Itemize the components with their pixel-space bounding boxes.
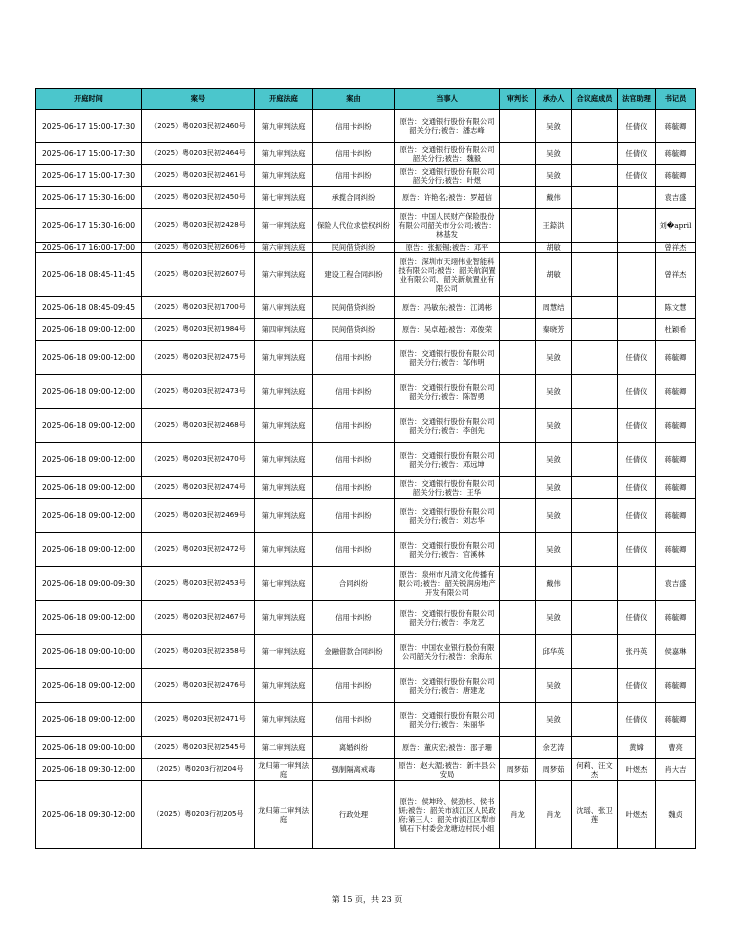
clerk-cell: 蒋毓卿	[656, 533, 696, 567]
court-cell: 第二审判法庭	[255, 737, 313, 759]
cause-cell: 信用卡纠纷	[313, 443, 395, 477]
presiding-judge-cell	[500, 253, 536, 297]
assistant-cell	[618, 567, 656, 601]
court-cell: 第九审判法庭	[255, 601, 313, 635]
court-cell: 第九审判法庭	[255, 533, 313, 567]
parties-cell: 原告：许艳名;被告：罗超信	[395, 187, 500, 209]
table-row	[36, 297, 696, 319]
case-number-cell: （2025）粤0203民初2470号	[142, 443, 255, 477]
time-cell: 2025-06-18 09:00-12:00	[36, 533, 142, 567]
assistant-cell: 任倩仪	[618, 143, 656, 165]
parties-cell: 原告：交通银行股份有限公司韶关分行;被告：陈智勇	[395, 375, 500, 409]
handler-cell: 吴敛	[536, 110, 572, 143]
handler-cell: 吴敛	[536, 341, 572, 375]
parties-cell: 原告：交通银行股份有限公司韶关分行;被告：叶煜	[395, 165, 500, 187]
table-row	[36, 143, 696, 165]
presiding-judge-cell	[500, 635, 536, 669]
cause-cell: 强制隔离戒毒	[313, 759, 395, 781]
parties-cell: 原告：交通银行股份有限公司韶关分行;被告：李龙艺	[395, 601, 500, 635]
court-cell: 第九审判法庭	[255, 143, 313, 165]
time-cell: 2025-06-18 09:00-10:00	[36, 737, 142, 759]
presiding-judge-cell	[500, 341, 536, 375]
assistant-cell: 任倩仪	[618, 375, 656, 409]
handler-cell: 周慧结	[536, 297, 572, 319]
time-cell: 2025-06-17 15:00-17:30	[36, 165, 142, 187]
clerk-cell: 杜颖希	[656, 319, 696, 341]
clerk-cell: 魏贞	[656, 781, 696, 849]
handler-cell: 吴敛	[536, 143, 572, 165]
panel-cell	[572, 443, 618, 477]
case-number-cell: （2025）粤0203民初2607号	[142, 253, 255, 297]
court-cell: 第七审判法庭	[255, 187, 313, 209]
schedule-table	[35, 88, 696, 849]
parties-cell: 原告：中国农业银行股份有限公司韶关分行;被告：余海东	[395, 635, 500, 669]
case-number-cell: （2025）粤0203民初2471号	[142, 703, 255, 737]
handler-cell: 吴敛	[536, 477, 572, 499]
case-number-cell: （2025）粤0203民初2469号	[142, 499, 255, 533]
presiding-judge-cell	[500, 601, 536, 635]
table-row	[36, 737, 696, 759]
time-cell: 2025-06-18 09:00-12:00	[36, 477, 142, 499]
parties-cell: 原告：中国人民财产保险股份有限公司韶关市分公司;被告：林基发	[395, 209, 500, 243]
case-number-cell: （2025）粤0203民初2358号	[142, 635, 255, 669]
clerk-cell: 肖大吉	[656, 759, 696, 781]
panel-cell	[572, 165, 618, 187]
court-cell: 第七审判法庭	[255, 567, 313, 601]
header-cause: 案由	[313, 89, 395, 110]
presiding-judge-cell	[500, 533, 536, 567]
table-row	[36, 669, 696, 703]
panel-cell	[572, 499, 618, 533]
handler-cell: 戴伟	[536, 187, 572, 209]
time-cell: 2025-06-18 09:00-12:00	[36, 319, 142, 341]
cause-cell: 保险人代位求偿权纠纷	[313, 209, 395, 243]
case-number-cell: （2025）粤0203民初1700号	[142, 297, 255, 319]
handler-cell: 吴敛	[536, 375, 572, 409]
presiding-judge-cell	[500, 209, 536, 243]
page-footer: 第 15 页，共 23 页	[331, 895, 403, 904]
case-number-cell: （2025）粤0203行初205号	[142, 781, 255, 849]
time-cell: 2025-06-18 09:30-12:00	[36, 781, 142, 849]
time-cell: 2025-06-18 09:00-09:30	[36, 567, 142, 601]
cause-cell: 信用卡纠纷	[313, 165, 395, 187]
time-cell: 2025-06-18 09:00-12:00	[36, 409, 142, 443]
clerk-cell: 陈文慧	[656, 297, 696, 319]
clerk-cell: 曾祥杰	[656, 243, 696, 253]
cause-cell: 信用卡纠纷	[313, 533, 395, 567]
case-number-cell: （2025）粤0203民初2474号	[142, 477, 255, 499]
header-court: 开庭法庭	[255, 89, 313, 110]
presiding-judge-cell	[500, 409, 536, 443]
cause-cell: 离婚纠纷	[313, 737, 395, 759]
panel-cell: 沈瑶、张卫莲	[572, 781, 618, 849]
header-panel: 合议庭成员	[572, 89, 618, 110]
handler-cell: 吴敛	[536, 703, 572, 737]
cause-cell: 建设工程合同纠纷	[313, 253, 395, 297]
court-cell: 第九审判法庭	[255, 409, 313, 443]
clerk-cell: 蒋毓卿	[656, 341, 696, 375]
panel-cell	[572, 187, 618, 209]
presiding-judge-cell	[500, 443, 536, 477]
assistant-cell: 任倩仪	[618, 533, 656, 567]
table-row	[36, 409, 696, 443]
clerk-cell: 蒋毓卿	[656, 499, 696, 533]
handler-cell: 吴敛	[536, 165, 572, 187]
parties-cell: 原告：泉州市凡清文化传播有限公司;被告：韶关锐润房地产开发有限公司	[395, 567, 500, 601]
cause-cell: 信用卡纠纷	[313, 409, 395, 443]
presiding-judge-cell	[500, 375, 536, 409]
court-cell: 第九审判法庭	[255, 443, 313, 477]
court-cell: 第九审判法庭	[255, 669, 313, 703]
clerk-cell: 袁吉盛	[656, 567, 696, 601]
table-row	[36, 243, 696, 253]
case-number-cell: （2025）粤0203民初2468号	[142, 409, 255, 443]
clerk-cell: 蒋毓卿	[656, 703, 696, 737]
case-number-cell: （2025）粤0203行初204号	[142, 759, 255, 781]
handler-cell: 周梦茹	[536, 759, 572, 781]
handler-cell: 戴伟	[536, 567, 572, 601]
assistant-cell: 任倩仪	[618, 110, 656, 143]
parties-cell: 原告：交通银行股份有限公司韶关分行;被告：潘志峰	[395, 110, 500, 143]
header-row	[36, 89, 696, 110]
cause-cell: 信用卡纠纷	[313, 499, 395, 533]
case-number-cell: （2025）粤0203民初2467号	[142, 601, 255, 635]
parties-cell: 原告：侯坤玲、侯劲杉、侯书妍;被告：韶关市浈江区人民政府;第三人：韶关市浈江区犁市镇石下村委会龙塘边村民小组	[395, 781, 500, 849]
clerk-cell: 蒋毓卿	[656, 143, 696, 165]
assistant-cell: 任倩仪	[618, 341, 656, 375]
assistant-cell: 任倩仪	[618, 499, 656, 533]
panel-cell	[572, 737, 618, 759]
parties-cell: 原告：吴卓超;被告：邓俊荣	[395, 319, 500, 341]
presiding-judge-cell	[500, 737, 536, 759]
presiding-judge-cell	[500, 143, 536, 165]
case-number-cell: （2025）粤0203民初2464号	[142, 143, 255, 165]
table-row	[36, 187, 696, 209]
table-row	[36, 533, 696, 567]
presiding-judge-cell	[500, 243, 536, 253]
parties-cell: 原告：交通银行股份有限公司韶关分行;被告：刘志华	[395, 499, 500, 533]
court-cell: 第一审判法庭	[255, 209, 313, 243]
time-cell: 2025-06-18 09:00-12:00	[36, 499, 142, 533]
case-number-cell: （2025）粤0203民初2476号	[142, 669, 255, 703]
clerk-cell: 蒋毓卿	[656, 165, 696, 187]
case-number-cell: （2025）粤0203民初2460号	[142, 110, 255, 143]
handler-cell: 吴敛	[536, 443, 572, 477]
court-cell: 龙归第二审判法庭	[255, 781, 313, 849]
cause-cell: 承揽合同纠纷	[313, 187, 395, 209]
panel-cell	[572, 669, 618, 703]
clerk-cell: 蒋毓卿	[656, 110, 696, 143]
clerk-cell: 蒋毓卿	[656, 669, 696, 703]
case-number-cell: （2025）粤0203民初2428号	[142, 209, 255, 243]
cause-cell: 信用卡纠纷	[313, 477, 395, 499]
assistant-cell: 叶煜杰	[618, 759, 656, 781]
header-clerk: 书记员	[656, 89, 696, 110]
presiding-judge-cell	[500, 669, 536, 703]
assistant-cell	[618, 209, 656, 243]
clerk-cell: 蒋毓卿	[656, 443, 696, 477]
clerk-cell: 侯嘉琳	[656, 635, 696, 669]
cause-cell: 行政处理	[313, 781, 395, 849]
table-row	[36, 477, 696, 499]
cause-cell: 信用卡纠纷	[313, 601, 395, 635]
panel-cell	[572, 253, 618, 297]
table-row	[36, 209, 696, 243]
time-cell: 2025-06-18 08:45-11:45	[36, 253, 142, 297]
clerk-cell: 蒋毓卿	[656, 409, 696, 443]
court-cell: 第九审判法庭	[255, 110, 313, 143]
time-cell: 2025-06-18 09:00-12:00	[36, 375, 142, 409]
handler-cell: 吴敛	[536, 533, 572, 567]
header-assistant: 法官助理	[618, 89, 656, 110]
presiding-judge-cell	[500, 567, 536, 601]
cause-cell: 信用卡纠纷	[313, 669, 395, 703]
clerk-cell: 刘�april	[656, 209, 696, 243]
court-cell: 第九审判法庭	[255, 499, 313, 533]
handler-cell: 吴敛	[536, 499, 572, 533]
table-row	[36, 443, 696, 477]
handler-cell: 胡敏	[536, 243, 572, 253]
handler-cell: 王錼洪	[536, 209, 572, 243]
panel-cell	[572, 110, 618, 143]
case-number-cell: （2025）粤0203民初2472号	[142, 533, 255, 567]
cause-cell: 民间借贷纠纷	[313, 319, 395, 341]
assistant-cell	[618, 297, 656, 319]
cause-cell: 信用卡纠纷	[313, 375, 395, 409]
cause-cell: 金融借款合同纠纷	[313, 635, 395, 669]
panel-cell	[572, 533, 618, 567]
clerk-cell: 曹亮	[656, 737, 696, 759]
assistant-cell	[618, 187, 656, 209]
presiding-judge-cell: 肖龙	[500, 781, 536, 849]
clerk-cell: 蒋毓卿	[656, 477, 696, 499]
assistant-cell: 叶煜杰	[618, 781, 656, 849]
header-presiding-judge: 审判长	[500, 89, 536, 110]
panel-cell	[572, 243, 618, 253]
handler-cell: 邱华英	[536, 635, 572, 669]
table-row	[36, 499, 696, 533]
court-cell: 第六审判法庭	[255, 253, 313, 297]
presiding-judge-cell	[500, 319, 536, 341]
time-cell: 2025-06-18 09:00-12:00	[36, 703, 142, 737]
panel-cell	[572, 601, 618, 635]
table-row	[36, 781, 696, 849]
panel-cell	[572, 703, 618, 737]
cause-cell: 合同纠纷	[313, 567, 395, 601]
presiding-judge-cell: 周梦茹	[500, 759, 536, 781]
header-parties: 当事人	[395, 89, 500, 110]
panel-cell: 何莉、汪文杰	[572, 759, 618, 781]
panel-cell	[572, 477, 618, 499]
assistant-cell: 任倩仪	[618, 703, 656, 737]
case-number-cell: （2025）粤0203民初2453号	[142, 567, 255, 601]
handler-cell: 吴敛	[536, 669, 572, 703]
header-handler: 承办人	[536, 89, 572, 110]
assistant-cell	[618, 253, 656, 297]
court-cell: 第一审判法庭	[255, 635, 313, 669]
handler-cell: 肖龙	[536, 781, 572, 849]
handler-cell: 吴敛	[536, 601, 572, 635]
table-row	[36, 253, 696, 297]
clerk-cell: 袁吉盛	[656, 187, 696, 209]
presiding-judge-cell	[500, 165, 536, 187]
time-cell: 2025-06-18 09:00-12:00	[36, 443, 142, 477]
presiding-judge-cell	[500, 499, 536, 533]
clerk-cell: 蒋毓卿	[656, 375, 696, 409]
parties-cell: 原告：交通银行股份有限公司韶关分行;被告：王华	[395, 477, 500, 499]
panel-cell	[572, 319, 618, 341]
court-cell: 第八审判法庭	[255, 297, 313, 319]
assistant-cell: 任倩仪	[618, 409, 656, 443]
presiding-judge-cell	[500, 297, 536, 319]
case-number-cell: （2025）粤0203民初2450号	[142, 187, 255, 209]
assistant-cell: 任倩仪	[618, 165, 656, 187]
table-row	[36, 703, 696, 737]
assistant-cell	[618, 243, 656, 253]
court-cell: 第九审判法庭	[255, 341, 313, 375]
time-cell: 2025-06-18 09:00-12:00	[36, 601, 142, 635]
court-cell: 龙归第一审判法庭	[255, 759, 313, 781]
presiding-judge-cell	[500, 110, 536, 143]
table-row	[36, 635, 696, 669]
parties-cell: 原告：交通银行股份有限公司韶关分行;被告：邓远坤	[395, 443, 500, 477]
handler-cell: 胡敏	[536, 253, 572, 297]
table-row	[36, 341, 696, 375]
court-cell: 第四审判法庭	[255, 319, 313, 341]
parties-cell: 原告：交通银行股份有限公司韶关分行;被告：官溪林	[395, 533, 500, 567]
panel-cell	[572, 635, 618, 669]
panel-cell	[572, 567, 618, 601]
header-case-number: 案号	[142, 89, 255, 110]
case-number-cell: （2025）粤0203民初1984号	[142, 319, 255, 341]
assistant-cell: 黄嫦	[618, 737, 656, 759]
court-cell: 第九审判法庭	[255, 375, 313, 409]
handler-cell: 秦晓芳	[536, 319, 572, 341]
table-row	[36, 110, 696, 143]
case-number-cell: （2025）粤0203民初2606号	[142, 243, 255, 253]
assistant-cell	[618, 319, 656, 341]
time-cell: 2025-06-17 15:30-16:00	[36, 209, 142, 243]
parties-cell: 原告：交通银行股份有限公司韶关分行;被告：朱丽华	[395, 703, 500, 737]
court-cell: 第九审判法庭	[255, 477, 313, 499]
cause-cell: 信用卡纠纷	[313, 703, 395, 737]
panel-cell	[572, 143, 618, 165]
time-cell: 2025-06-17 16:00-17:00	[36, 243, 142, 253]
time-cell: 2025-06-18 09:00-12:00	[36, 341, 142, 375]
time-cell: 2025-06-18 09:30-12:00	[36, 759, 142, 781]
table-body	[36, 110, 696, 849]
clerk-cell: 蒋毓卿	[656, 601, 696, 635]
handler-cell: 吴敛	[536, 409, 572, 443]
parties-cell: 原告：交通银行股份有限公司韶关分行;被告：邹伟明	[395, 341, 500, 375]
time-cell: 2025-06-17 15:00-17:30	[36, 143, 142, 165]
table-row	[36, 601, 696, 635]
parties-cell: 原告：张振锡;被告：邓平	[395, 243, 500, 253]
court-cell: 第九审判法庭	[255, 165, 313, 187]
parties-cell: 原告：交通银行股份有限公司韶关分行;被告：李创先	[395, 409, 500, 443]
table-row	[36, 567, 696, 601]
handler-cell: 余艺涛	[536, 737, 572, 759]
panel-cell	[572, 209, 618, 243]
parties-cell: 原告：赵大湄;被告：新丰县公安局	[395, 759, 500, 781]
time-cell: 2025-06-18 08:45-09:45	[36, 297, 142, 319]
cause-cell: 民间借贷纠纷	[313, 297, 395, 319]
time-cell: 2025-06-17 15:00-17:30	[36, 110, 142, 143]
case-number-cell: （2025）粤0203民初2475号	[142, 341, 255, 375]
cause-cell: 信用卡纠纷	[313, 110, 395, 143]
parties-cell: 原告：交通银行股份有限公司韶关分行;被告：魏毅	[395, 143, 500, 165]
case-number-cell: （2025）粤0203民初2473号	[142, 375, 255, 409]
court-cell: 第六审判法庭	[255, 243, 313, 253]
header-time: 开庭时间	[36, 89, 142, 110]
assistant-cell: 张丹英	[618, 635, 656, 669]
table-row	[36, 759, 696, 781]
panel-cell	[572, 375, 618, 409]
time-cell: 2025-06-17 15:30-16:00	[36, 187, 142, 209]
panel-cell	[572, 341, 618, 375]
time-cell: 2025-06-18 09:00-10:00	[36, 635, 142, 669]
cause-cell: 民间借贷纠纷	[313, 243, 395, 253]
presiding-judge-cell	[500, 477, 536, 499]
table-row	[36, 319, 696, 341]
panel-cell	[572, 297, 618, 319]
assistant-cell: 任倩仪	[618, 443, 656, 477]
cause-cell: 信用卡纠纷	[313, 143, 395, 165]
table-row	[36, 165, 696, 187]
parties-cell: 原告：董庆宏;被告：邵子珊	[395, 737, 500, 759]
assistant-cell: 任倩仪	[618, 477, 656, 499]
panel-cell	[572, 409, 618, 443]
cause-cell: 信用卡纠纷	[313, 341, 395, 375]
court-cell: 第九审判法庭	[255, 703, 313, 737]
case-number-cell: （2025）粤0203民初2545号	[142, 737, 255, 759]
presiding-judge-cell	[500, 703, 536, 737]
parties-cell: 原告：深圳市天翊伟业智能科技有限公司;被告：韶关航润置业有限公司、韶关新航置业有限公司	[395, 253, 500, 297]
table-row	[36, 375, 696, 409]
presiding-judge-cell	[500, 187, 536, 209]
parties-cell: 原告：交通银行股份有限公司韶关分行;被告：唐建龙	[395, 669, 500, 703]
case-number-cell: （2025）粤0203民初2461号	[142, 165, 255, 187]
clerk-cell: 曾祥杰	[656, 253, 696, 297]
time-cell: 2025-06-18 09:00-12:00	[36, 669, 142, 703]
assistant-cell: 任倩仪	[618, 669, 656, 703]
parties-cell: 原告：冯敏东;被告：江鸿彬	[395, 297, 500, 319]
assistant-cell: 任倩仪	[618, 601, 656, 635]
